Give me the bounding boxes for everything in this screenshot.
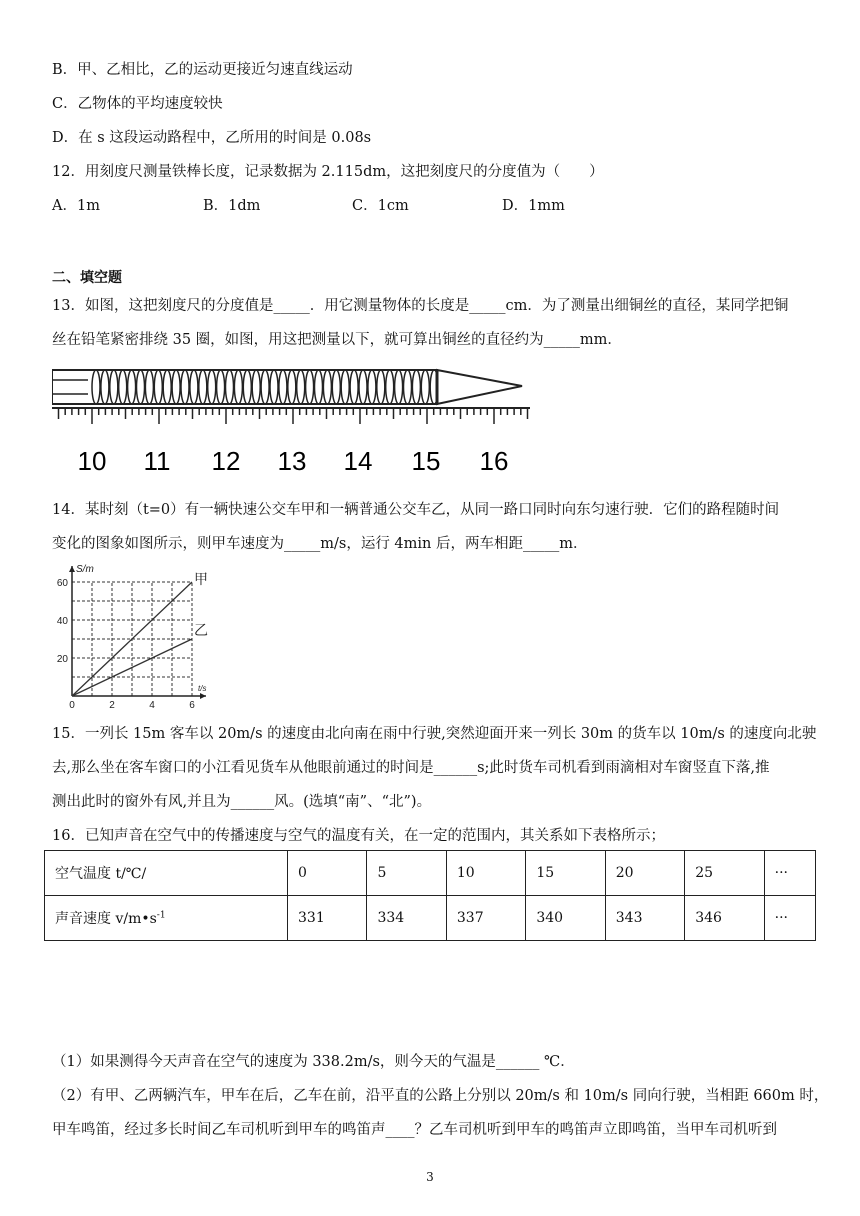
y-axis-arrow bbox=[69, 566, 75, 572]
ruler-ticks bbox=[59, 408, 528, 424]
section-title: 二、填空题 bbox=[52, 270, 122, 286]
table-cell: 5 bbox=[367, 851, 446, 896]
q12-option-c: C．1cm bbox=[352, 198, 409, 214]
ruler-label-14: 14 bbox=[343, 446, 373, 476]
ruler-label-10: 10 bbox=[77, 446, 107, 476]
table-cell: 331 bbox=[288, 896, 367, 941]
x-axis-label: t/s bbox=[198, 684, 207, 693]
ruler-label-13: 13 bbox=[277, 446, 307, 476]
ruler-pencil-figure bbox=[52, 360, 532, 480]
q14-line-2: 变化的图象如图所示，则甲车速度为_____m/s，运行 4min 后，两车相距_____m． bbox=[52, 536, 588, 552]
table-cell: ··· bbox=[764, 851, 815, 896]
table-cell: 340 bbox=[526, 896, 605, 941]
ruler-label-11: 11 bbox=[143, 446, 171, 476]
x-tick-label: 2 bbox=[109, 700, 115, 710]
table-cell: 10 bbox=[446, 851, 525, 896]
q12-option-d: D．1mm bbox=[502, 198, 565, 214]
x-tick-label: 0 bbox=[69, 700, 75, 710]
q16-sub-1: （1）如果测得今天声音在空气的速度为 338.2m/s，则今天的气温是______ ℃． bbox=[52, 1054, 575, 1070]
q15-line-1: 15．一列长 15m 客车以 20m/s 的速度由北向南在雨中行驶,突然迎面开来一列长 30m 的货车以 10m/s 的速度向北驶 bbox=[52, 726, 817, 742]
option-d-text: D．在 s 这段运动路程中，乙所用的时间是 0.08s bbox=[52, 130, 372, 146]
series-line-yi bbox=[72, 639, 192, 696]
ruler-label-12: 12 bbox=[211, 446, 241, 476]
y-tick-label: 60 bbox=[56, 578, 68, 589]
x-axis-arrow bbox=[200, 693, 206, 699]
q12-text: 12．用刻度尺测量铁棒长度，记录数据为 2.115dm，这把刻度尺的分度值为（ ） bbox=[52, 164, 604, 180]
distance-time-chart bbox=[52, 560, 222, 710]
pencil-tip bbox=[437, 370, 522, 404]
y-axis-label: S/m bbox=[76, 564, 94, 575]
temperature-speed-table bbox=[44, 850, 816, 941]
table-header-temperature: 空气温度 t/℃/ bbox=[45, 851, 288, 896]
y-tick-label: 20 bbox=[56, 654, 68, 665]
table-header-speed bbox=[45, 896, 288, 941]
q13-line-2: 丝在铅笔紧密排绕 35 圈，如图，用这把测量以下，就可算出铜丝的直径约为_____mm． bbox=[52, 332, 622, 348]
q14-line-1: 14．某时刻（t=0）有一辆快速公交车甲和一辆普通公交车乙，从同一路口同时向东匀速行驶．它们的路程随时间 bbox=[52, 502, 780, 518]
x-tick-label: 6 bbox=[189, 700, 195, 710]
table-cell: 20 bbox=[605, 851, 684, 896]
option-b-text: B．甲、乙相比，乙的运动更接近匀速直线运动 bbox=[52, 62, 353, 78]
option-c-text: C．乙物体的平均速度较快 bbox=[52, 96, 223, 112]
table-cell: ··· bbox=[764, 896, 815, 941]
q15-line-3: 测出此时的窗外有风,并且为______风。(选填“南”、“北”)。 bbox=[52, 794, 432, 810]
speed-header-text: 声音速度 v/m•s bbox=[55, 911, 157, 927]
q16-line-1: 16．已知声音在空气中的传播速度与空气的温度有关，在一定的范围内，其关系如下表格所示； bbox=[52, 828, 665, 844]
table-cell: 337 bbox=[446, 896, 525, 941]
page-number: 3 bbox=[426, 1170, 434, 1184]
table-row bbox=[45, 896, 816, 941]
table-cell: 343 bbox=[605, 896, 684, 941]
x-tick-label: 4 bbox=[149, 700, 155, 710]
y-tick-label: 40 bbox=[56, 616, 68, 627]
ruler-label-15: 15 bbox=[411, 446, 441, 476]
table-cell: 346 bbox=[685, 896, 764, 941]
table-cell: 25 bbox=[685, 851, 764, 896]
series-label-yi: 乙 bbox=[194, 622, 208, 638]
q16-sub-2-line-2: 甲车鸣笛，经过多长时间乙车司机听到甲车的鸣笛声____？乙车司机听到甲车的鸣笛声立即鸣笛，当甲车司机听到 bbox=[52, 1122, 777, 1138]
q12-option-a: A．1m bbox=[52, 198, 100, 214]
table-cell: 15 bbox=[526, 851, 605, 896]
q16-sub-2-line-1: （2）有甲、乙两辆汽车，甲车在后，乙车在前，沿平直的公路上分别以 20m/s 和 10m/s 同向行驶，当相距 660m 时， bbox=[52, 1088, 829, 1104]
q15-line-2: 去,那么坐在客车窗口的小江看见货车从他眼前通过的时间是______s;此时货车司机看到雨滴相对车窗竖直下落,推 bbox=[52, 760, 770, 776]
ruler-label-16: 16 bbox=[479, 446, 509, 476]
table-row bbox=[45, 851, 816, 896]
q13-line-1: 13．如图，这把刻度尺的分度值是_____．用它测量物体的长度是_____cm．为了测量出细铜丝的直径，某同学把铜 bbox=[52, 298, 789, 314]
series-label-jia: 甲 bbox=[194, 571, 208, 587]
table-cell: 0 bbox=[288, 851, 367, 896]
q12-option-b: B．1dm bbox=[203, 198, 261, 214]
speed-unit-exponent: -1 bbox=[156, 910, 166, 921]
table-cell: 334 bbox=[367, 896, 446, 941]
